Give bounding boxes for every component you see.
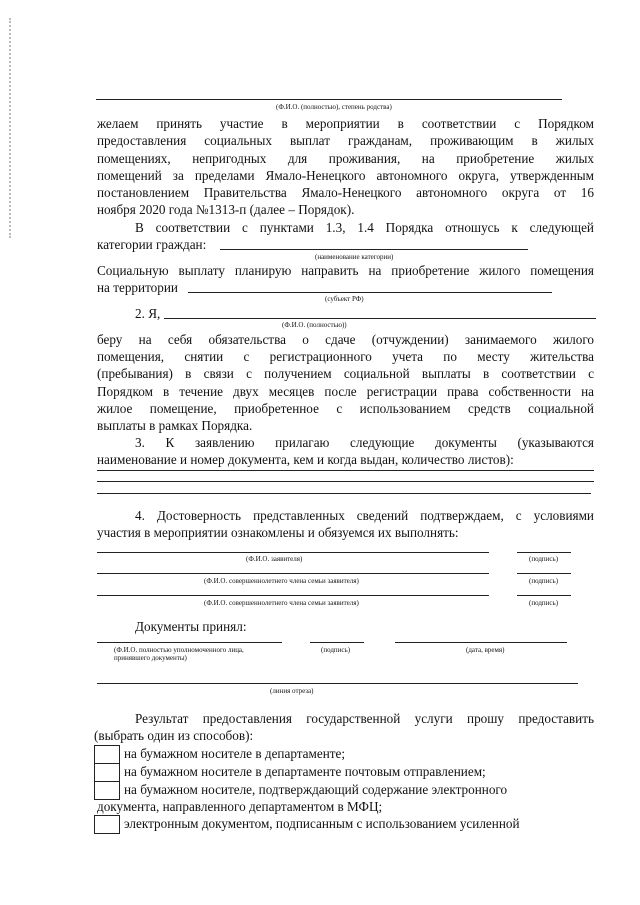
family-member-1-sign-line[interactable] bbox=[517, 573, 571, 574]
family-member-2-sign-line[interactable] bbox=[517, 595, 571, 596]
option-department-checkbox[interactable] bbox=[94, 745, 120, 764]
fio-relation-line bbox=[96, 99, 562, 100]
item2-line-1: беру на себя обязательства о сдаче (отчуждении) занимаемого жилого bbox=[97, 332, 594, 347]
family-member-1-name-line[interactable] bbox=[97, 573, 489, 574]
result-line-1: Результат предоставления государственной услуги прошу предоставить bbox=[135, 711, 594, 726]
applicant-fio-caption: (Ф.И.О. (полностью)) bbox=[282, 321, 347, 329]
accepted-sign-line[interactable] bbox=[310, 642, 364, 643]
accepted-sign-caption: (подпись) bbox=[321, 646, 351, 654]
category-input-line[interactable] bbox=[220, 249, 528, 250]
para1-line-2: предоставления социальных выплат гражданам, проживающим в жилых bbox=[97, 133, 594, 148]
option-mail-checkbox[interactable] bbox=[94, 763, 120, 782]
item3-line-2: наименование и номер документа, кем и когда выдан, количество листов): bbox=[97, 452, 514, 467]
family-member-2-name-line[interactable] bbox=[97, 595, 489, 596]
documents-line-1[interactable] bbox=[97, 470, 594, 471]
applicant-name-caption: (Ф.И.О. заявителя) bbox=[246, 555, 303, 563]
para1-line-3: помещениях, непригодных для проживания, на приобретение жилых bbox=[97, 151, 594, 166]
applicant-fio-line[interactable] bbox=[164, 318, 596, 319]
binding-margin-marks bbox=[9, 18, 15, 238]
para1-line-6: ноября 2020 года №1313-п (далее – Порядок). bbox=[97, 202, 355, 217]
option-electronic-label: электронным документом, подписанным с использованием усиленной bbox=[124, 816, 520, 831]
category-line-1: В соответствии с пунктами 1.3, 1.4 Порядка отношусь к следующей bbox=[135, 220, 594, 235]
item2-line-2: помещения, снятии с регистрационного учета по месту жительства bbox=[97, 349, 594, 364]
accepted-fio-caption-1: (Ф.И.О. полностью уполномоченного лица, bbox=[114, 646, 244, 654]
item2-label: 2. Я, bbox=[135, 306, 161, 321]
region-caption: (субъект РФ) bbox=[325, 295, 364, 303]
documents-line-2[interactable] bbox=[97, 481, 594, 482]
category-line-2: категории граждан: bbox=[97, 237, 207, 252]
applicant-sign-line[interactable] bbox=[517, 552, 571, 553]
family-member-2-sign-caption: (подпись) bbox=[529, 599, 559, 607]
accepted-fio-caption-2: принявшего документы) bbox=[114, 654, 187, 662]
region-input-line[interactable] bbox=[188, 292, 552, 293]
item2-line-4: Порядком в течение двух месяцев после регистрации права собственности на bbox=[97, 384, 594, 399]
applicant-sign-caption: (подпись) bbox=[529, 555, 559, 563]
item4-line-2: участия в мероприятии ознакомлены и обязуемся их выполнять: bbox=[97, 525, 459, 540]
applicant-name-line[interactable] bbox=[97, 552, 489, 553]
family-member-2-name-caption: (Ф.И.О. совершеннолетнего члена семьи заявителя) bbox=[204, 599, 359, 607]
option-electronic-checkbox[interactable] bbox=[94, 815, 120, 834]
item2-line-3: (пребывания) в связи с получением социальной выплаты в соответствии с bbox=[97, 366, 594, 381]
option-mfc-label: на бумажном носителе, подтверждающий содержание электронного bbox=[124, 782, 508, 797]
accepted-fio-line[interactable] bbox=[97, 642, 282, 643]
payment-line-2: на территории bbox=[97, 280, 178, 295]
option-mail-label: на бумажном носителе в департаменте почтовым отправлением; bbox=[124, 764, 486, 779]
option-department-label: на бумажном носителе в департаменте; bbox=[124, 746, 346, 761]
cut-line-caption: (линия отреза) bbox=[270, 687, 314, 695]
family-member-1-sign-caption: (подпись) bbox=[529, 577, 559, 585]
accepted-date-caption: (дата, время) bbox=[466, 646, 505, 654]
category-caption: (наименование категории) bbox=[315, 253, 394, 261]
option-mfc-label-cont: документа, направленного департаментом в МФЦ; bbox=[97, 799, 383, 814]
item4-line-1: 4. Достоверность представленных сведений подтверждаем, с условиями bbox=[135, 508, 594, 523]
para1-line-4: помещений за пределами Ямало-Ненецкого автономного округа, утвержденным bbox=[97, 168, 594, 183]
item2-line-6: выплаты в рамках Порядка. bbox=[97, 418, 253, 433]
cut-line bbox=[97, 683, 578, 684]
documents-line-3[interactable] bbox=[97, 493, 591, 494]
fio-relation-caption: (Ф.И.О. (полностью), степень родства) bbox=[276, 103, 392, 111]
accepted-date-line[interactable] bbox=[395, 642, 567, 643]
item3-line-1: 3. К заявлению прилагаю следующие документы (указываются bbox=[135, 435, 594, 450]
payment-line-1: Социальную выплату планирую направить на приобретение жилого помещения bbox=[97, 263, 594, 278]
result-line-2: (выбрать один из способов): bbox=[94, 728, 254, 743]
item2-line-5: жилое помещение, приобретенное с использованием средств социальной bbox=[97, 401, 594, 416]
accepted-title: Документы принял: bbox=[135, 619, 247, 634]
para1-line-1: желаем принять участие в мероприятии в соответствии с Порядком bbox=[97, 116, 594, 131]
para1-line-5: постановлением Правительства Ямало-Ненецкого автономного округа от 16 bbox=[97, 185, 594, 200]
family-member-1-name-caption: (Ф.И.О. совершеннолетнего члена семьи заявителя) bbox=[204, 577, 359, 585]
